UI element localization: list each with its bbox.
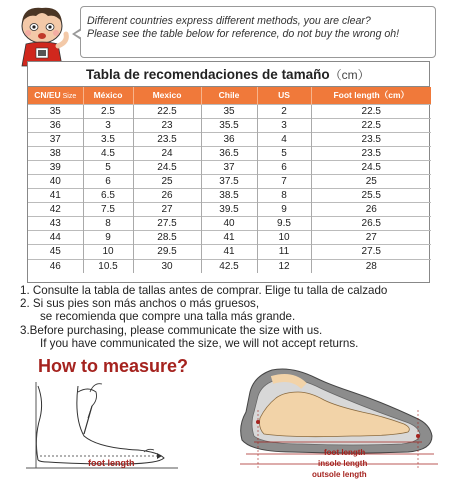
table-cell: 45 xyxy=(28,245,83,259)
table-cell: 10 xyxy=(257,231,311,245)
table-cell: 35 xyxy=(201,104,257,118)
table-cell: 7 xyxy=(257,174,311,188)
table-cell: 29.5 xyxy=(133,245,201,259)
note-2b: se recomienda que compre una talla más grande. xyxy=(40,310,296,324)
table-row xyxy=(28,203,431,217)
size-table-grid xyxy=(28,87,431,273)
table-cell: 41 xyxy=(201,245,257,259)
table-cell: 30 xyxy=(133,259,201,273)
table-row xyxy=(28,160,431,174)
table-cell: 5 xyxy=(257,146,311,160)
table-cell: 36 xyxy=(201,132,257,146)
table-cell: 37 xyxy=(28,132,83,146)
table-cell: 9 xyxy=(257,203,311,217)
table-cell: 2 xyxy=(257,104,311,118)
table-row xyxy=(28,231,431,245)
table-cell: 41 xyxy=(201,231,257,245)
table-cell: 36 xyxy=(28,118,83,132)
table-cell: 6 xyxy=(257,160,311,174)
speech-bubble xyxy=(80,6,436,58)
table-cell: 46 xyxy=(28,259,83,273)
insole-length-label: insole length xyxy=(318,459,368,468)
size-table xyxy=(27,61,430,283)
table-cell: 2.5 xyxy=(83,104,133,118)
table-row xyxy=(28,118,431,132)
table-cell: 40 xyxy=(201,217,257,231)
table-cell: 25 xyxy=(133,174,201,188)
table-cell: 4 xyxy=(257,132,311,146)
table-cell: 26 xyxy=(311,203,431,217)
table-cell: 6 xyxy=(83,174,133,188)
table-cell: 3 xyxy=(257,118,311,132)
table-cell: 23 xyxy=(133,118,201,132)
table-cell: 26 xyxy=(133,189,201,203)
table-cell: 10 xyxy=(83,245,133,259)
table-row xyxy=(28,146,431,160)
table-cell: 22.5 xyxy=(133,104,201,118)
table-cell: 22.5 xyxy=(311,118,431,132)
note-2a: 2. Si sus pies son más anchos o más gruesos, xyxy=(20,297,260,311)
note-1: 1. Consulte la tabla de tallas antes de comprar. Elige tu talla de calzado xyxy=(20,284,388,297)
table-cell: 24.5 xyxy=(133,160,201,174)
table-cell: 6.5 xyxy=(83,189,133,203)
table-cell: 42 xyxy=(28,203,83,217)
table-cell: 23.5 xyxy=(133,132,201,146)
table-row xyxy=(28,259,431,273)
table-cell: 9.5 xyxy=(257,217,311,231)
table-cell: 3 xyxy=(83,118,133,132)
table-title xyxy=(28,62,429,87)
table-cell: 25 xyxy=(311,174,431,188)
bubble-line-1: Different countries express different methods, you are clear? xyxy=(87,15,371,27)
table-row xyxy=(28,217,431,231)
table-cell: 24 xyxy=(133,146,201,160)
outsole-length-label: outsole length xyxy=(312,470,367,479)
column-header-label: CN/EU xyxy=(34,90,61,101)
table-cell: 28.5 xyxy=(133,231,201,245)
column-header-label: México xyxy=(93,90,123,101)
column-header-label: Mexico xyxy=(152,90,182,101)
notes xyxy=(20,284,440,350)
table-cell: 3.5 xyxy=(83,132,133,146)
table-row xyxy=(28,174,431,188)
table-cell: 24.5 xyxy=(311,160,431,174)
table-cell: 4.5 xyxy=(83,146,133,160)
column-header xyxy=(83,87,133,104)
table-title-unit: （cm） xyxy=(329,68,370,82)
table-cell: 36.5 xyxy=(201,146,257,160)
bubble-tail-inner xyxy=(75,30,82,38)
table-row xyxy=(28,104,431,118)
table-cell: 8 xyxy=(257,189,311,203)
table-cell: 39.5 xyxy=(201,203,257,217)
table-cell: 10.5 xyxy=(83,259,133,273)
table-cell: 43 xyxy=(28,217,83,231)
column-header-label: US xyxy=(278,90,290,101)
table-cell: 23.5 xyxy=(311,146,431,160)
table-row xyxy=(28,189,431,203)
table-cell: 7.5 xyxy=(83,203,133,217)
column-header xyxy=(257,87,311,104)
table-cell: 28 xyxy=(311,259,431,273)
table-cell: 38.5 xyxy=(201,189,257,203)
table-cell: 40 xyxy=(28,174,83,188)
table-cell: 35.5 xyxy=(201,118,257,132)
column-header-sublabel-text: Size xyxy=(62,93,77,101)
column-header-label: Foot length（cm） xyxy=(333,90,410,101)
table-cell: 12 xyxy=(257,259,311,273)
table-title-text: Tabla de recomendaciones de tamaño xyxy=(86,67,330,82)
table-row xyxy=(28,132,431,146)
table-cell: 5 xyxy=(83,160,133,174)
table-cell: 26.5 xyxy=(311,217,431,231)
table-header-row xyxy=(28,87,431,104)
table-cell: 38 xyxy=(28,146,83,160)
table-cell: 22.5 xyxy=(311,104,431,118)
column-header xyxy=(133,87,201,104)
table-cell: 42.5 xyxy=(201,259,257,273)
foot-length-label-right: foot length xyxy=(324,448,366,457)
table-body xyxy=(28,104,431,273)
table-cell: 37 xyxy=(201,160,257,174)
foot-length-label-left: foot length xyxy=(88,458,135,468)
table-cell: 23.5 xyxy=(311,132,431,146)
measure-title: How to measure? xyxy=(38,356,189,376)
table-cell: 8 xyxy=(83,217,133,231)
table-cell: 41 xyxy=(28,189,83,203)
table-cell: 27.5 xyxy=(311,245,431,259)
column-header xyxy=(201,87,257,104)
table-cell: 9 xyxy=(83,231,133,245)
table-cell: 44 xyxy=(28,231,83,245)
table-cell: 39 xyxy=(28,160,83,174)
table-cell: 27.5 xyxy=(133,217,201,231)
table-cell: 25.5 xyxy=(311,189,431,203)
table-cell: 37.5 xyxy=(201,174,257,188)
table-cell: 27 xyxy=(133,203,201,217)
note-3b: If you have communicated the size, we will not accept returns. xyxy=(40,336,359,350)
table-row xyxy=(28,245,431,259)
column-header xyxy=(28,87,83,104)
bubble-line-2: Please see the table below for reference, do not buy the wrong oh! xyxy=(87,28,400,40)
column-header-label: Chile xyxy=(218,90,240,101)
note-3a: 3.Before purchasing, please communicate the size with us. xyxy=(20,323,323,337)
table-cell: 35 xyxy=(28,104,83,118)
table-cell: 27 xyxy=(311,231,431,245)
column-header xyxy=(311,87,431,104)
table-cell: 11 xyxy=(257,245,311,259)
